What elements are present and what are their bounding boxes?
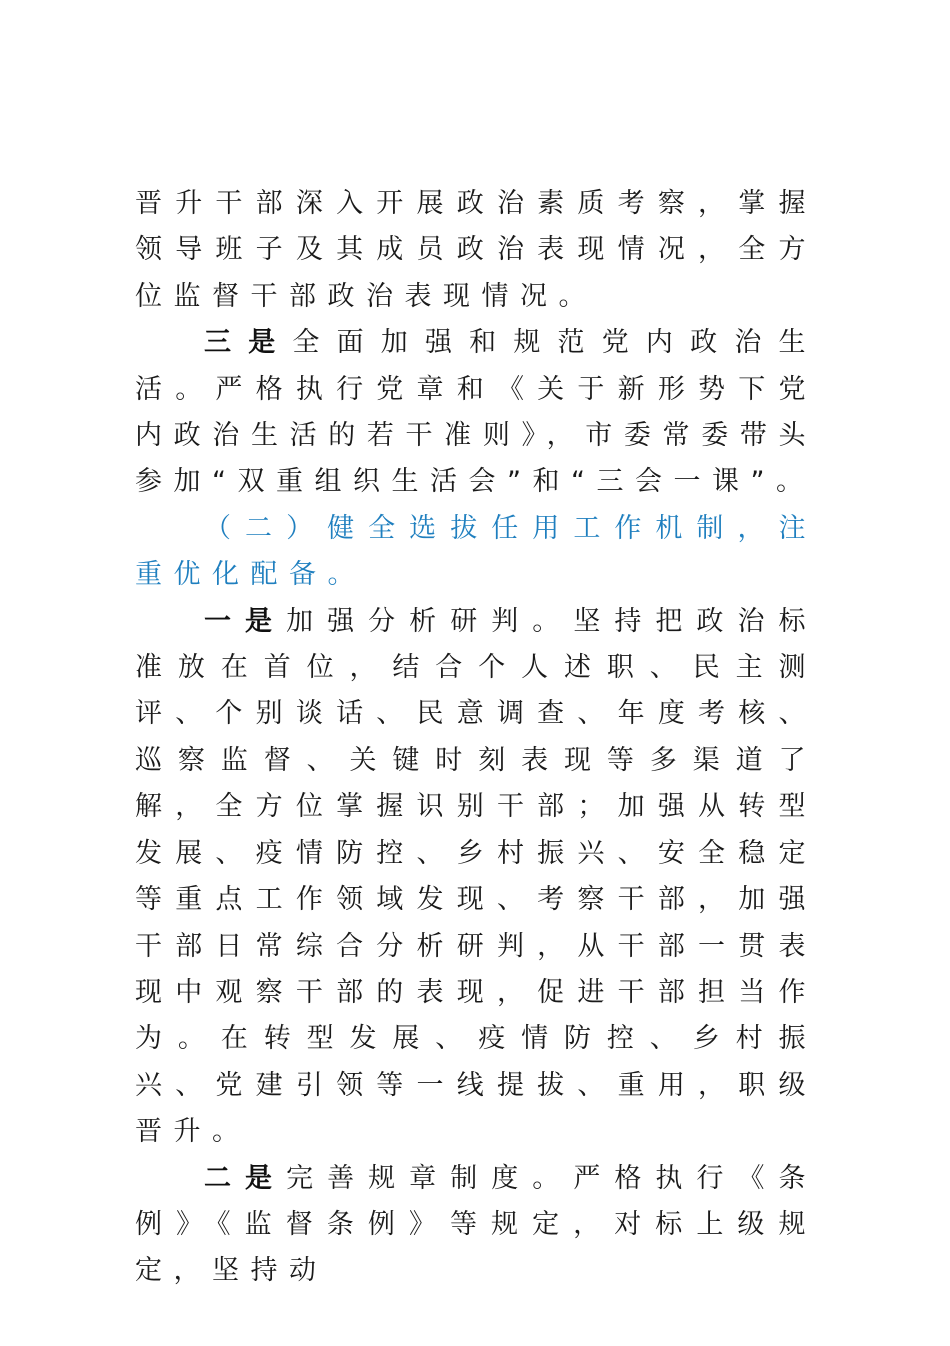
paragraph-lead: 二是 <box>204 1162 287 1194</box>
paragraph-text: 完善规章制度。严格执行《条例》《监督条例》等规定，对标上级规定，坚持动 <box>135 1162 818 1287</box>
paragraph-lead: 三是 <box>204 327 293 359</box>
section-heading <box>135 506 817 599</box>
paragraph-text: 加强分析研判。坚持把政治标准放在首位，结合个人述职、民主测评、个别谈话、民意调查、年度考核、巡察监督、关键时刻表现等多渠道了解，全方位掌握识别干部；加强从转型发展、疫情防控、乡村振兴、安全稳定等重点工作领域发现、考察干部，加强干部日常综合分析研判，从干部一贯表现中观察干部的表现，促进干部担当作为。在转型发展、疫情防控、乡村振兴、党建引领等一线提拔、重用，职级晋升。 <box>135 605 818 1148</box>
paragraph-text: 晋升干部深入开展政治素质考察，掌握领导班子及其成员政治表现情况，全方位监督干部政治表现情况。 <box>135 188 817 312</box>
paragraph-continued <box>135 181 817 320</box>
heading-text: （二）健全选拔任用工作机制，注重优化配备。 <box>135 512 817 591</box>
paragraph-point-three <box>135 320 817 506</box>
document-page <box>135 181 817 1295</box>
paragraph-lead: 一是 <box>204 605 287 637</box>
paragraph-point-one <box>135 599 817 1156</box>
paragraph-point-two <box>135 1156 817 1295</box>
paragraph-text: 全面加强和规范党内政治生活。严格执行党章和《关于新形势下党内政治生活的若干准则》，市委常委带头参加“双重组织生活会”和“三会一课”。 <box>135 327 818 498</box>
